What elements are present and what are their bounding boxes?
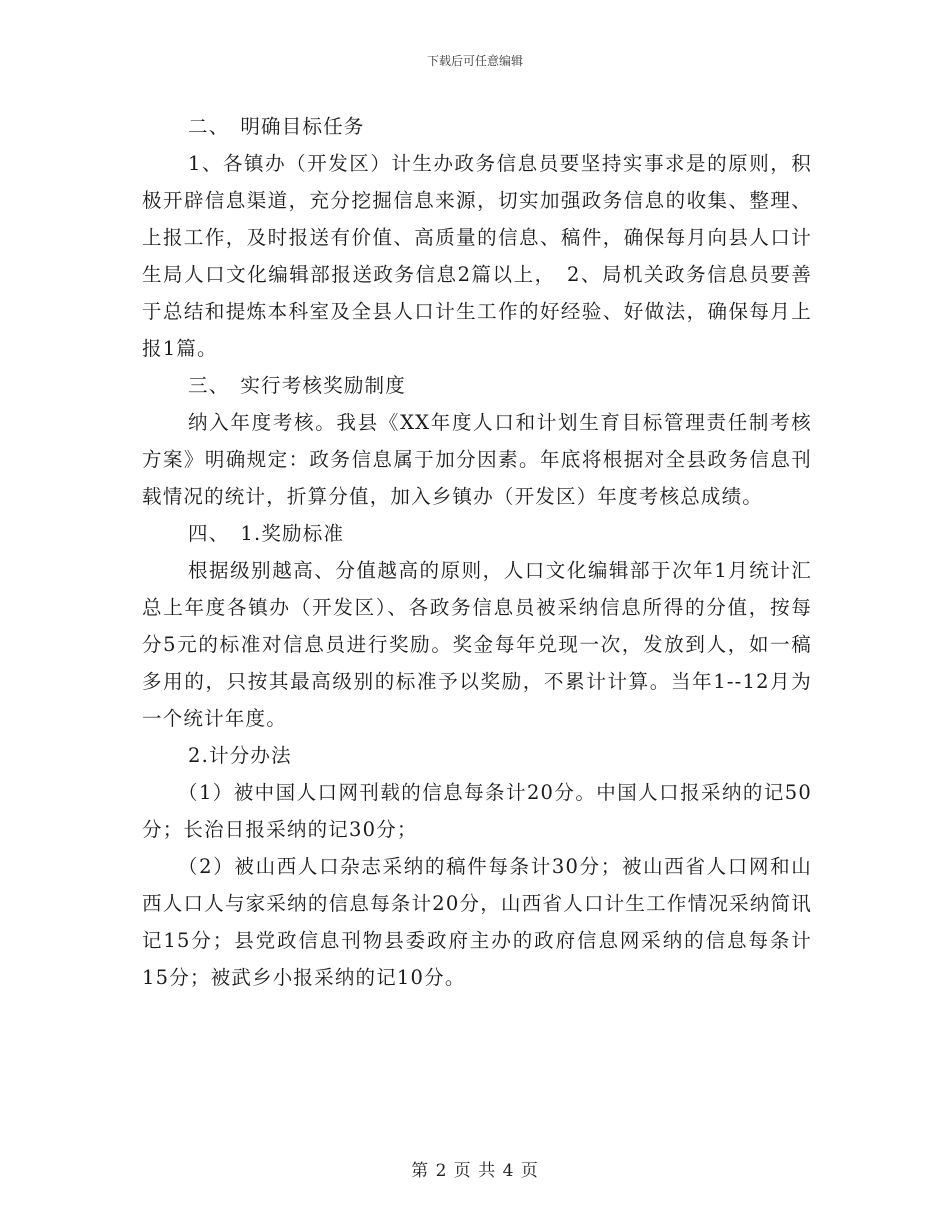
section-2-heading: 二、 明确目标任务 xyxy=(188,115,365,138)
scoring-item-1: （1）被中国人口网刊载的信息每条计20分。中国人口报采纳的记50分；长治日报采纳的记30分； xyxy=(142,781,812,841)
section-4-heading: 四、 1.奖励标准 xyxy=(188,522,345,545)
section-3-paragraph: 纳入年度考核。我县《XX年度人口和计划生育目标管理责任制考核方案》明确规定：政务信息属于加分因素。年底将根据对全县政务信息刊载情况的统计，折算分值，加入乡镇办（开发区）年度考核总成绩。 xyxy=(142,411,812,508)
document-body xyxy=(142,108,812,996)
scoring-item-2: （2）被山西人口杂志采纳的稿件每条计30分；被山西省人口网和山西人口人与家采纳的信息每条计20分，山西省人口计生工作情况采纳简讯记15分；县党政信息刊物县委政府主办的政府信息网采纳的信息每条计15分；被武乡小报采纳的记10分。 xyxy=(142,855,812,989)
page-footer: 第 2 页 共 4 页 xyxy=(411,1161,539,1181)
section-4-paragraph: 根据级别越高、分值越高的原则，人口文化编辑部于次年1月统计汇总上年度各镇办（开发区）、各政务信息员被采纳信息所得的分值，按每分5元的标准对信息员进行奖励。奖金每年兑现一次，发放到人，如一稿多用的，只按其最高级别的标准予以奖励，不累计计算。当年1--12月为一个统计年度。 xyxy=(142,559,812,730)
section-4-subheading: 2.计分办法 xyxy=(188,744,292,767)
section-3-heading: 三、 实行考核奖励制度 xyxy=(188,374,406,397)
page-header: 下载后可任意编辑 xyxy=(426,54,523,68)
section-2-paragraph: 1、各镇办（开发区）计生办政务信息员要坚持实事求是的原则，积极开辟信息渠道，充分挖掘信息来源，切实加强政务信息的收集、整理、上报工作，及时报送有价值、高质量的信息、稿件，确保每月向县人口计生局人口文化编辑部报送政务信息2篇以上， 2、局机关政务信息员要善于总结和提炼本科室及全县人口计生工作的好经验、好做法，确保每月上报1篇。 xyxy=(142,152,812,360)
